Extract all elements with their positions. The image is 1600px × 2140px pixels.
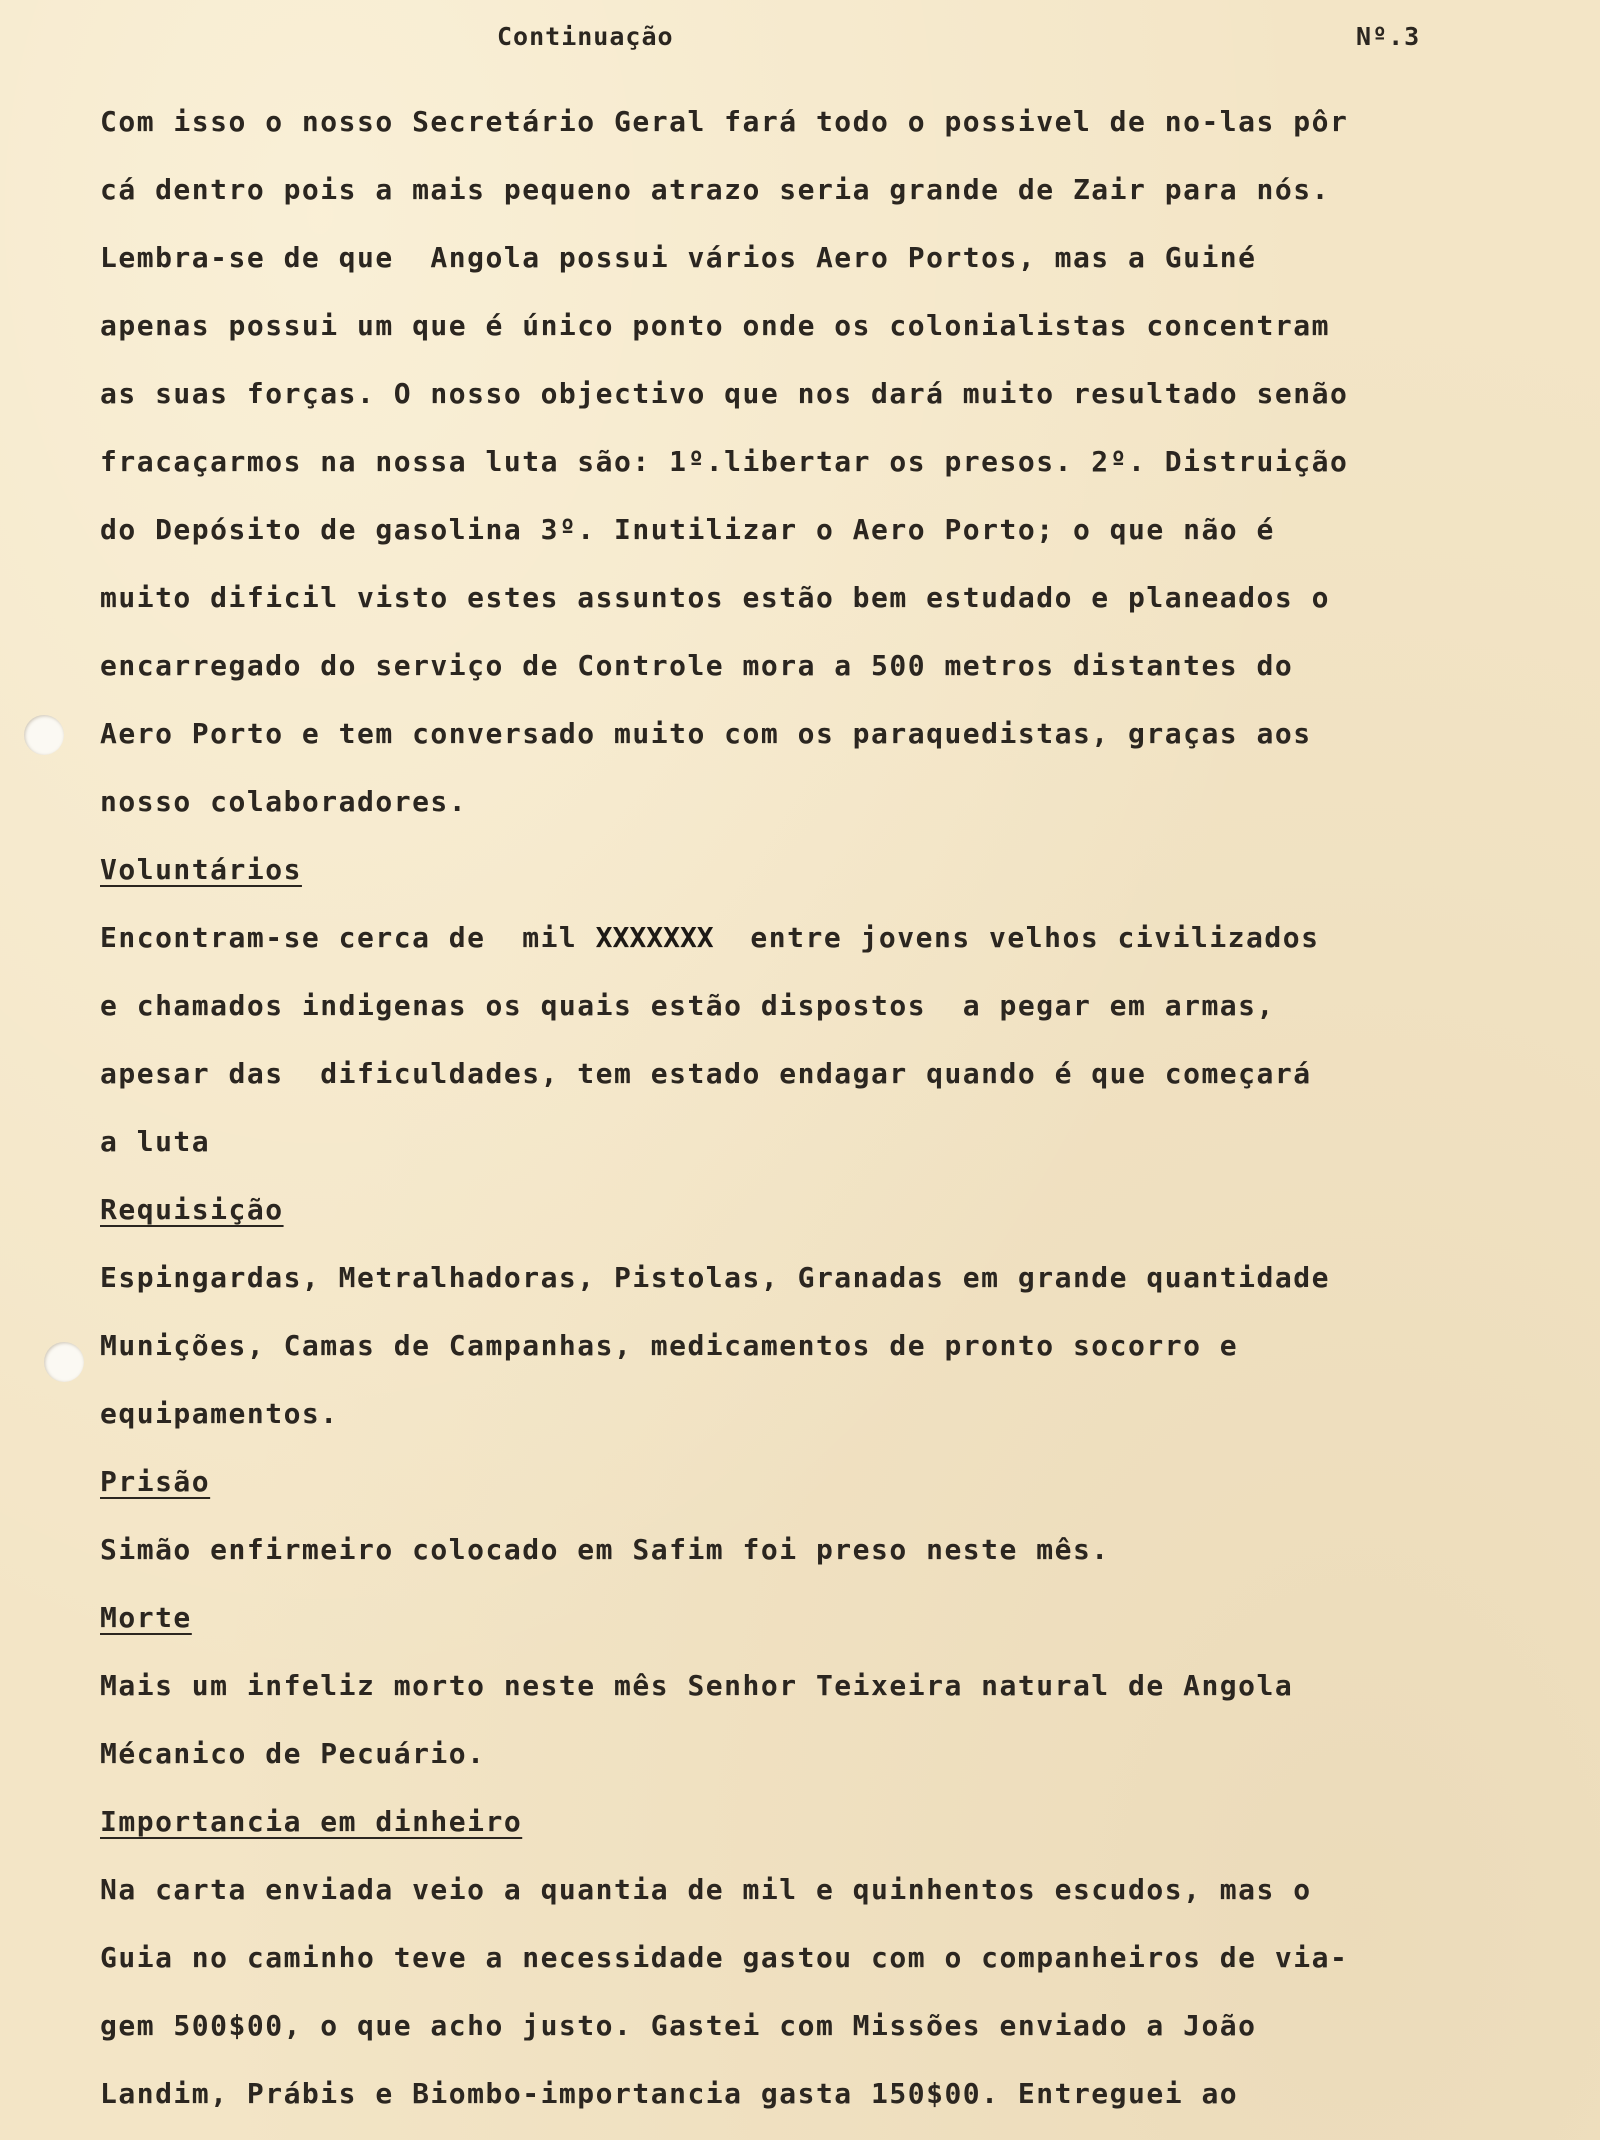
- punch-hole-top: [24, 715, 64, 755]
- page-header-title: Continuação: [497, 22, 674, 51]
- text-line: Com isso o nosso Secretário Geral fará todo o possivel de no-las pôr: [100, 105, 1349, 138]
- text-line: as suas forças. O nosso objectivo que nos dará muito resultado senão: [100, 377, 1349, 410]
- text-line: muito dificil visto estes assuntos estão bem estudado e planeados o: [100, 581, 1330, 614]
- struck-out-word: XXXXXXX: [595, 921, 714, 954]
- text-line: Espingardas, Metralhadoras, Pistolas, Granadas em grande quantidade: [100, 1261, 1330, 1294]
- text-line: Landim, Prábis e Biombo-importancia gasta 150$00. Entreguei ao: [100, 2077, 1239, 2110]
- section-morte: [100, 1584, 1500, 1788]
- page-number: Nº.3: [1356, 22, 1421, 51]
- text-line: Na carta enviada veio a quantia de mil e quinhentos escudos, mas o: [100, 1873, 1312, 1906]
- section-voluntarios: [100, 836, 1500, 1176]
- text-line: encarregado do serviço de Controle mora a 500 metros distantes do: [100, 649, 1294, 682]
- text-fragment: entre jovens velhos civilizados: [713, 921, 1320, 954]
- text-line: e chamados indigenas os quais estão dispostos a pegar em armas,: [100, 989, 1275, 1022]
- text-line: [100, 904, 1500, 972]
- text-line: cá dentro pois a mais pequeno atrazo seria grande de Zair para nós.: [100, 173, 1330, 206]
- section-requisicao: [100, 1176, 1500, 1448]
- text-line: apesar das dificuldades, tem estado endagar quando é que começará: [100, 1057, 1312, 1090]
- section-heading-prisao: Prisão: [100, 1465, 211, 1498]
- text-fragment: Encontram-se cerca de mil: [100, 921, 596, 954]
- text-line: Simão enfirmeiro colocado em Safim foi preso neste mês.: [100, 1533, 1110, 1566]
- section-heading-requisicao: Requisição: [100, 1193, 284, 1226]
- text-line: nosso colaboradores.: [100, 785, 468, 818]
- text-line: Guia no caminho teve a necessidade gastou com o companheiros de via-: [100, 1941, 1349, 1974]
- text-line: apenas possui um que é único ponto onde os colonialistas concentram: [100, 309, 1330, 342]
- text-line: Lembra-se de que Angola possui vários Aero Portos, mas a Guiné: [100, 241, 1257, 274]
- text-line: gem 500$00, o que acho justo. Gastei com Missões enviado a João: [100, 2009, 1257, 2042]
- text-line: a luta: [100, 1125, 211, 1158]
- section-prisao: [100, 1448, 1500, 1584]
- intro-paragraph: [100, 88, 1500, 836]
- text-line: Aero Porto e tem conversado muito com os paraquedistas, graças aos: [100, 717, 1312, 750]
- section-heading-importancia: Importancia em dinheiro: [100, 1805, 523, 1838]
- section-heading-voluntarios: Voluntários: [100, 853, 302, 886]
- text-line: Mais um infeliz morto neste mês Senhor Teixeira natural de Angola: [100, 1669, 1294, 1702]
- text-line: Munições, Camas de Campanhas, medicamentos de pronto socorro e: [100, 1329, 1239, 1362]
- section-heading-morte: Morte: [100, 1601, 192, 1634]
- text-line: equipamentos.: [100, 1397, 339, 1430]
- text-line: do Depósito de gasolina 3º. Inutilizar o Aero Porto; o que não é: [100, 513, 1275, 546]
- section-importancia: [100, 1788, 1500, 2128]
- punch-hole-bottom: [44, 1342, 84, 1382]
- text-line: Mécanico de Pecuário.: [100, 1737, 486, 1770]
- text-line: fracaçarmos na nossa luta são: 1º.libertar os presos. 2º. Distruição: [100, 445, 1349, 478]
- document-body: [100, 88, 1500, 2128]
